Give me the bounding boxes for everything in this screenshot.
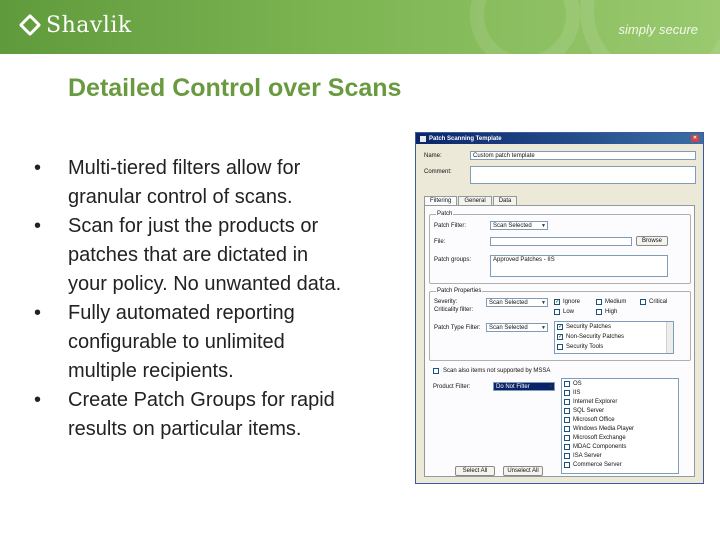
logo-mark-icon: [19, 14, 42, 37]
severity-label-text: Medium: [605, 299, 627, 305]
filtering-panel: [424, 205, 695, 477]
product-list: [561, 378, 679, 474]
bullet-line: results on particular items.: [68, 418, 302, 440]
checkbox[interactable]: [564, 417, 570, 423]
list-item[interactable]: [564, 408, 604, 414]
bullet-line: Create Patch Groups for rapid: [68, 389, 335, 411]
list-item-label: SQL Server: [573, 408, 605, 414]
bullet-item: [30, 386, 410, 444]
unsupported-checkbox[interactable]: [433, 368, 439, 374]
bullet-icon: •: [34, 389, 42, 411]
patch-type-label: Patch Type Filter:: [434, 325, 481, 331]
bullet-item: [30, 212, 410, 299]
checkbox[interactable]: [564, 444, 570, 450]
list-item[interactable]: [564, 390, 580, 396]
banner-decoration: [470, 0, 580, 54]
bullet-item: [30, 299, 410, 386]
shavlik-logo: [22, 10, 132, 40]
patch-groups-field[interactable]: Approved Patches - IIS: [490, 255, 668, 277]
severity-label-text: Low: [563, 309, 575, 315]
patch-properties-box: [429, 288, 691, 361]
patch-type-list: [554, 321, 674, 354]
tab-filtering[interactable]: Filtering: [424, 196, 457, 206]
patch-filter-select[interactable]: Scan Selected ▼: [490, 221, 548, 230]
list-item-label: Windows Media Player: [573, 426, 635, 432]
severity-label: Severity:: [434, 299, 458, 305]
severity-select[interactable]: Scan Selected ▼: [486, 298, 548, 307]
bullet-line: your policy. No unwanted data.: [68, 273, 342, 295]
bullet-list: [30, 154, 410, 444]
severity-label-text: High: [605, 309, 618, 315]
checkbox[interactable]: [564, 435, 570, 441]
bullet-line: configurable to unlimited: [68, 331, 285, 353]
checkbox[interactable]: [564, 426, 570, 432]
patch-template-dialog: [415, 132, 704, 484]
severity-medium-checkbox[interactable]: [596, 299, 602, 305]
tagline: simply secure: [618, 22, 698, 37]
list-item-label: Security Patches: [566, 324, 612, 330]
bullet-line: multiple recipients.: [68, 360, 234, 382]
checkbox[interactable]: [557, 324, 563, 330]
bullet-icon: •: [34, 302, 42, 324]
severity-label-text: Critical: [649, 299, 668, 305]
checkbox[interactable]: [557, 334, 563, 340]
bullet-line: Multi-tiered filters allow for: [68, 157, 301, 179]
list-item[interactable]: [564, 381, 582, 387]
product-filter-select[interactable]: Do Not Filter ▼: [493, 382, 555, 391]
patch-type-select[interactable]: Scan Selected ▼: [486, 323, 548, 332]
criticality-label: Criticality filter:: [434, 307, 474, 313]
bullet-line: Scan for just the products or: [68, 215, 319, 237]
window-icon: [420, 136, 426, 142]
list-item[interactable]: [557, 334, 624, 340]
patch-groups-label: Patch groups:: [434, 257, 472, 263]
checkbox[interactable]: [557, 344, 563, 350]
list-item[interactable]: [564, 417, 615, 423]
severity-low-checkbox[interactable]: [554, 309, 560, 315]
severity-high-checkbox[interactable]: [596, 309, 602, 315]
list-item-label: IIS: [573, 390, 581, 396]
list-item-label: ISA Server: [573, 453, 602, 459]
comment-field[interactable]: [470, 166, 696, 184]
bullet-line: granular control of scans.: [68, 186, 293, 208]
header-banner: [0, 0, 720, 54]
file-label: File:: [434, 239, 446, 245]
list-item[interactable]: [564, 435, 626, 441]
comment-label: Comment:: [424, 169, 452, 175]
checkbox[interactable]: [564, 390, 570, 396]
dialog-title: Patch Scanning Template: [429, 135, 502, 142]
file-field[interactable]: [490, 237, 632, 246]
list-item[interactable]: [564, 399, 617, 405]
list-item-label: Internet Explorer: [573, 399, 618, 405]
list-item-label: Microsoft Exchange: [573, 435, 626, 441]
unselect-all-button[interactable]: Unselect All: [503, 466, 543, 476]
patch-group-label: Patch: [437, 211, 453, 217]
name-field[interactable]: Custom patch template: [470, 151, 696, 160]
bullet-line: Fully automated reporting: [68, 302, 295, 324]
tab-general[interactable]: General: [458, 196, 491, 205]
checkbox[interactable]: [564, 462, 570, 468]
bullet-icon: •: [34, 157, 42, 179]
dialog-titlebar: [416, 133, 703, 144]
list-item[interactable]: [564, 462, 622, 468]
list-item-label: Microsoft Office: [573, 417, 615, 423]
list-item-label: OS: [573, 381, 582, 387]
patch-group-box: [429, 211, 691, 284]
list-item[interactable]: [564, 444, 626, 450]
bullet-icon: •: [34, 215, 42, 237]
list-item-label: MDAC Components: [573, 444, 627, 450]
bullet-item: [30, 154, 410, 212]
list-item-label: Non-Security Patches: [566, 334, 625, 340]
scrollbar[interactable]: [666, 322, 673, 353]
patch-properties-label: Patch Properties: [437, 288, 482, 294]
bullet-line: patches that are dictated in: [68, 244, 309, 266]
list-item[interactable]: [564, 453, 602, 459]
checkbox[interactable]: [564, 453, 570, 459]
select-all-button[interactable]: Select All: [455, 466, 495, 476]
checkbox[interactable]: [564, 408, 570, 414]
severity-critical-checkbox[interactable]: [640, 299, 646, 305]
severity-ignore-checkbox[interactable]: [554, 299, 560, 305]
patch-filter-label: Patch Filter:: [434, 223, 467, 229]
list-item[interactable]: [557, 344, 603, 350]
list-item-label: Commerce Server: [573, 462, 622, 468]
list-item-label: Security Tools: [566, 344, 604, 350]
slide-title: Detailed Control over Scans: [68, 74, 402, 102]
product-filter-label: Product Filter:: [433, 384, 471, 390]
close-icon[interactable]: ✕: [692, 135, 698, 141]
checkbox[interactable]: [564, 381, 570, 387]
list-item[interactable]: [557, 324, 611, 330]
name-label: Name:: [424, 153, 442, 159]
checkbox[interactable]: [564, 399, 570, 405]
list-item[interactable]: [564, 426, 634, 432]
logo-text: Shavlik: [46, 12, 132, 38]
unsupported-label: Scan also items not supported by MSSA: [443, 368, 551, 374]
browse-button[interactable]: Browse: [636, 236, 668, 246]
tab-data[interactable]: Data: [493, 196, 518, 205]
severity-label-text: Ignore: [563, 299, 581, 305]
